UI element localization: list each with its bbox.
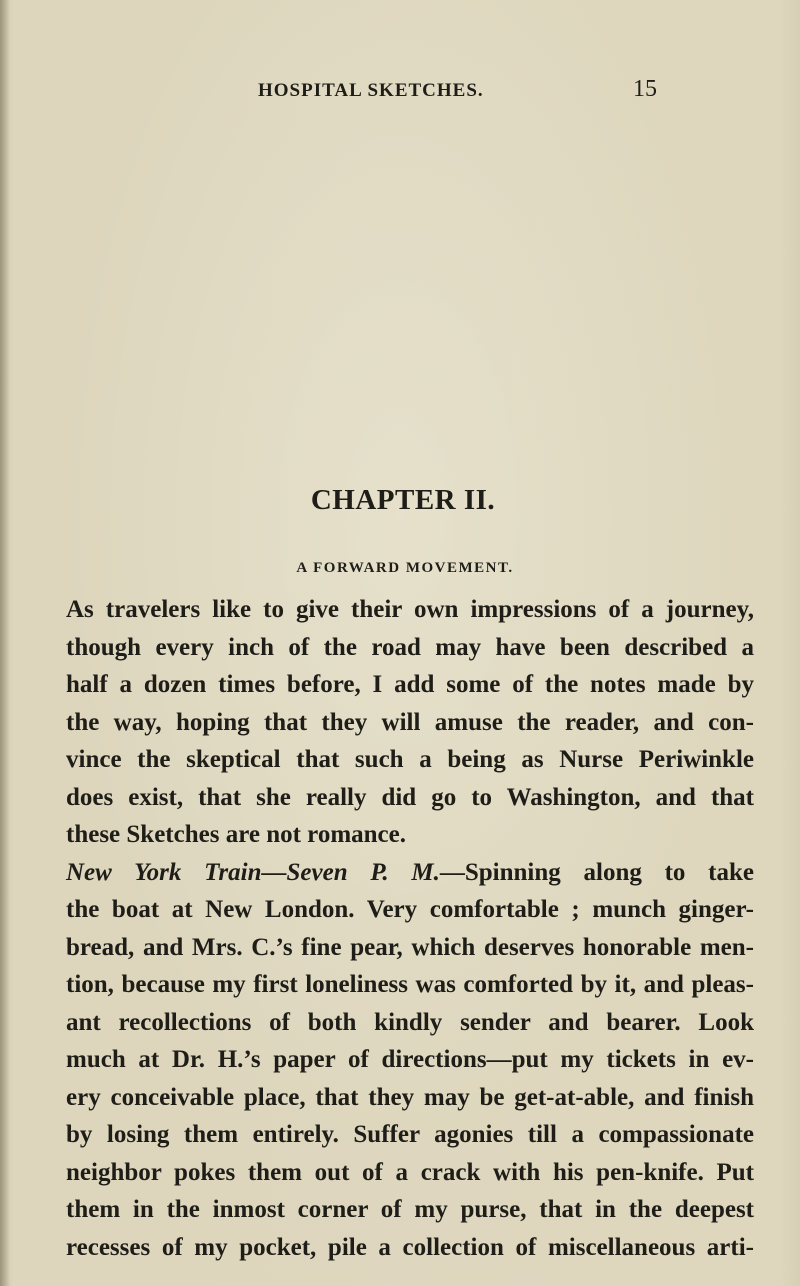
text-line: them in the inmost corner of my purse, that in the deepest bbox=[66, 1196, 754, 1223]
text-line: the boat at New London. Very comfortable ; munch ginger- bbox=[66, 896, 754, 923]
page-number: 15 bbox=[633, 76, 657, 102]
text-line: does exist, that she really did go to Washington, and that bbox=[66, 783, 754, 811]
text-span: —Spinning along to take bbox=[439, 858, 754, 886]
spine-shadow bbox=[0, 0, 10, 1286]
running-head bbox=[0, 76, 800, 106]
text-line: half a dozen times before, I add some of the notes made by bbox=[66, 671, 754, 698]
text-line: ant recollections of both kindly sender and bearer. Look bbox=[66, 1008, 754, 1036]
body-text bbox=[66, 591, 754, 1266]
running-title: HOSPITAL SKETCHES. bbox=[258, 80, 484, 101]
chapter-title: CHAPTER II. bbox=[310, 484, 496, 516]
text-line bbox=[66, 854, 754, 892]
text-line: by losing them entirely. Suffer agonies till a compassionate bbox=[66, 1121, 754, 1148]
text-line: the way, hoping that they will amuse the reader, and con- bbox=[66, 708, 754, 736]
text-line: vince the skeptical that such a being as Nurse Periwinkle bbox=[66, 746, 754, 773]
text-line: though every inch of the road may have been described a bbox=[66, 633, 754, 661]
text-line: tion, because my first loneliness was comforted by it, and pleas- bbox=[66, 971, 754, 998]
italic-heading: New York Train—Seven P. M. bbox=[66, 858, 440, 886]
text-line: ery conceivable place, that they may be get-at-able, and finish bbox=[66, 1083, 754, 1111]
text-line: neighbor pokes them out of a crack with his pen-knife. Put bbox=[66, 1158, 754, 1186]
chapter-subtitle: A FORWARD MOVEMENT. bbox=[296, 560, 514, 576]
text-line: bread, and Mrs. C.’s fine pear, which deserves honorable men- bbox=[66, 933, 754, 961]
text-line: these Sketches are not romance. bbox=[66, 821, 406, 848]
text-line: As travelers like to give their own impressions of a journey, bbox=[66, 596, 754, 623]
text-line: much at Dr. H.’s paper of directions—put my tickets in ev- bbox=[66, 1046, 754, 1073]
text-line: recesses of my pocket, pile a collection of miscellaneous arti- bbox=[66, 1233, 754, 1261]
